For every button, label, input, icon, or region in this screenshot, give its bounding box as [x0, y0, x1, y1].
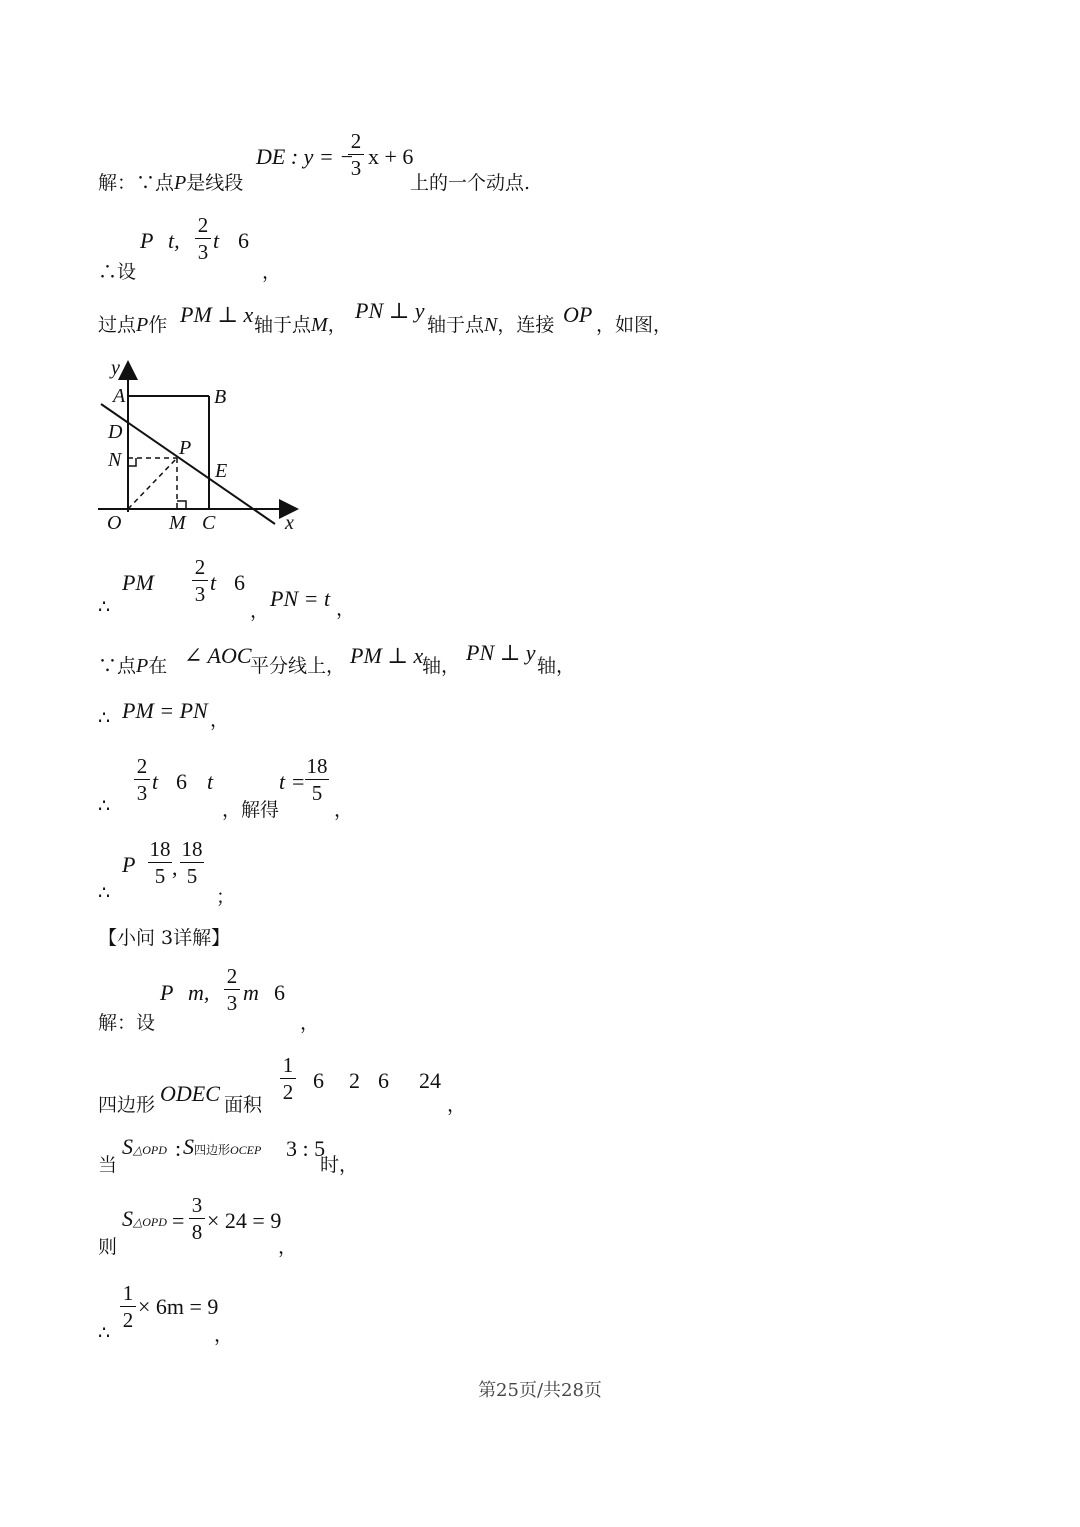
line2-t2: t: [213, 228, 220, 253]
right-angle-n: [128, 458, 136, 466]
line4-six: 6: [234, 570, 245, 595]
line8-fraction1: 18 5: [149, 837, 171, 888]
line7-six: 6: [176, 769, 187, 794]
line8-p: P: [122, 852, 136, 877]
line10-m2: m: [243, 980, 259, 1005]
line12-suffix: 时，: [320, 1154, 359, 1176]
line7-suffix: ，: [334, 799, 354, 821]
page-number: 第25页/共28页: [478, 1380, 602, 1401]
line11-area: 面积: [224, 1094, 263, 1116]
line11-n4: 24: [419, 1068, 441, 1093]
line11-fraction: 1 2: [280, 1053, 296, 1104]
line5-e: 轴，: [537, 655, 576, 677]
label-a: A: [113, 385, 126, 407]
line5-pm: PM ⊥ x: [350, 643, 424, 668]
line4-pm: PM: [122, 570, 154, 595]
line10-prefix: 解：设: [98, 1012, 156, 1034]
line1-expr: DE : y = −: [256, 144, 355, 169]
line12-s2: S四边形OCEP: [183, 1134, 262, 1159]
line13-fraction: 3 8: [189, 1193, 205, 1244]
label-o: O: [107, 512, 122, 534]
line7-fraction2: 18 5: [306, 754, 328, 805]
label-b: B: [214, 386, 227, 408]
line1-fraction: 2 3: [348, 129, 364, 180]
line7-prefix: ∴: [98, 795, 111, 817]
line3-pm: PM ⊥ x: [180, 302, 254, 327]
line6-expr: PM = PN: [122, 698, 208, 723]
line13-s: S△OPD: [122, 1206, 167, 1231]
line1-suffix: 上的一个动点.: [410, 172, 531, 194]
line11-n1: 6: [313, 1068, 324, 1093]
line13-suffix: ，: [278, 1236, 298, 1258]
line11-suffix: ，: [447, 1094, 467, 1116]
line7-teq: t =: [279, 769, 306, 794]
line5-angle: ∠ AOC: [184, 643, 252, 668]
line11-n2: 2: [349, 1068, 360, 1093]
line7-t2: t: [207, 769, 214, 794]
line10-six: 6: [274, 980, 285, 1005]
line3-g: ，如图，: [596, 314, 673, 336]
line14-prefix: ∴: [98, 1322, 111, 1344]
label-y: y: [111, 357, 120, 379]
line3: 过点P作: [98, 314, 168, 336]
line2-prefix: ∴设: [98, 261, 137, 283]
line12-prefix: 当: [98, 1154, 118, 1176]
line4-prefix: ∴: [98, 596, 111, 618]
line4-suffix: ，: [336, 598, 356, 620]
line11-prefix: 四边形: [98, 1094, 156, 1116]
line7-fraction: 2 3: [134, 754, 150, 805]
line2-suffix: ，: [262, 261, 282, 283]
line13-eq: =: [172, 1208, 185, 1233]
line7-t1: t: [152, 769, 159, 794]
line10-suffix: ，: [300, 1012, 320, 1034]
line6-suffix: ，: [210, 709, 230, 731]
line8-fraction2: 18 5: [181, 837, 203, 888]
line11-odec: ODEC: [160, 1081, 220, 1106]
line3-op: OP: [563, 302, 593, 327]
line7-solve: ，解得: [222, 799, 280, 821]
label-e: E: [215, 460, 228, 482]
label-d: D: [108, 421, 123, 443]
line5-c: 平分线上，: [250, 655, 346, 677]
line8-suffix: ；: [216, 886, 236, 908]
line2-six: 6: [238, 228, 249, 253]
line10-p: P: [160, 980, 174, 1005]
line2-t: t,: [168, 228, 180, 253]
line1-prefix: 解：∵点P是线段: [98, 172, 244, 194]
label-c: C: [202, 512, 216, 534]
line2-p: P: [140, 228, 154, 253]
line13-tail: × 24 = 9: [207, 1208, 282, 1233]
line5-d: 轴，: [422, 655, 461, 677]
geometry-figure: [95, 352, 310, 542]
line1-tail: x + 6: [368, 144, 414, 169]
line13-prefix: 则: [98, 1236, 118, 1258]
line10-fraction: 2 3: [224, 964, 240, 1015]
line10-m: m,: [188, 980, 210, 1005]
line11-n3: 6: [378, 1068, 389, 1093]
line3-pn: PN ⊥ y: [355, 298, 425, 323]
line14-tail: × 6m = 9: [138, 1294, 219, 1319]
line4-comma: ，: [250, 600, 270, 622]
line3-e: 轴于点N，连接: [427, 314, 555, 336]
line14-fraction: 1 2: [120, 1281, 136, 1332]
label-p: P: [179, 437, 192, 459]
line12-ratio: 3 : 5: [286, 1136, 326, 1161]
line8-prefix: ∴: [98, 882, 111, 904]
line5-a: ∵点P在: [98, 655, 168, 677]
line6-prefix: ∴: [98, 707, 111, 729]
line12-s1: S△OPD: [122, 1134, 167, 1159]
line2-fraction: 2 3: [195, 213, 211, 264]
section-heading: 【小问 3详解】: [98, 927, 231, 949]
line5-pn: PN ⊥ y: [466, 640, 536, 665]
line4-t: t: [210, 570, 217, 595]
label-x: x: [285, 512, 294, 534]
line4-fraction: 2 3: [192, 555, 208, 606]
line3-c: 轴于点M，: [254, 314, 347, 336]
line4-pn: PN = t: [270, 586, 331, 611]
right-angle-m: [177, 501, 186, 509]
line14-suffix: ，: [214, 1324, 234, 1346]
line12-colon: :: [175, 1136, 182, 1161]
label-n: N: [108, 449, 122, 471]
label-m: M: [169, 512, 186, 534]
line8-comma: ,: [172, 855, 178, 880]
